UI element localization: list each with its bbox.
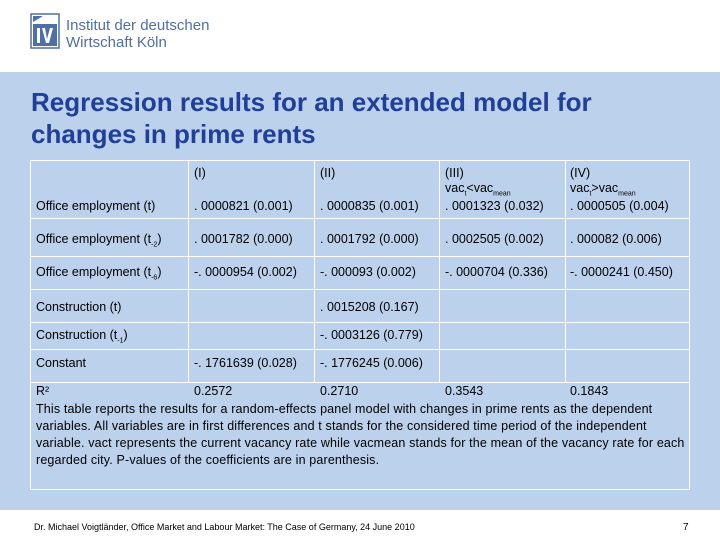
row-label-construction-t-1: Construction $(t_{-1})$ <box>36 328 128 345</box>
column-header-iv <box>570 166 636 202</box>
table-cell: -. 0003126 (0.779) <box>320 328 423 342</box>
table-col-divider <box>188 161 189 382</box>
column-header-iv-condition: vac$_t$>vac$_{mean}$ <box>570 181 636 198</box>
table-cell: 0.1843 <box>570 384 609 398</box>
footer-text: Dr. Michael Voigtländer, Office Market and Labour Market: The Case of Germany, 24 June 2010 <box>34 522 415 532</box>
table-col-divider <box>565 161 566 382</box>
table-col-divider <box>439 161 440 382</box>
column-header-iii <box>445 166 511 202</box>
table-cell: 0.2572 <box>194 384 233 398</box>
table-note: This table reports the results for a random-effects panel model with changes in prime rents as the dependent variables. All variables are in first differences and t stands for the considered time period of the independent variable. vact represents the current vacancy rate while vacmean stands for the mean of the vacancy rate for each regarded city. P-values of the coefficients are in parenthesis. <box>36 402 685 467</box>
logo-line2: Wirtschaft Köln <box>66 34 167 51</box>
table-divider <box>31 256 689 257</box>
column-header-iv-label: (IV) <box>570 166 591 180</box>
column-header-i: (I) <box>194 166 206 180</box>
table-divider <box>31 322 689 323</box>
table-divider <box>31 289 689 290</box>
page-number: 7 <box>683 522 689 533</box>
row-label-office-employment-t-6: Office employment $(t_{-6})$ <box>36 265 162 282</box>
table-cell: . 0002505 (0.002) <box>445 232 544 246</box>
table-cell: . 0001792 (0.000) <box>320 232 419 246</box>
table-cell: . 0001782 (0.000) <box>194 232 293 246</box>
table-cell: 0.3543 <box>445 384 484 398</box>
row-label-office-employment-t-2: Office employment $(t_{-2})$ <box>36 232 162 249</box>
table-cell: . 0000835 (0.001) <box>320 199 419 213</box>
column-header-ii: (II) <box>320 166 336 180</box>
logo-line1: Institut der deutschen <box>66 17 210 34</box>
table-cell: -. 1776245 (0.006) <box>320 356 423 370</box>
table-cell: -. 0000241 (0.450) <box>570 265 673 279</box>
table-cell: . 0001323 (0.032) <box>445 199 544 213</box>
table-col-divider <box>314 161 315 382</box>
table-cell: -. 0000704 (0.336) <box>445 265 548 279</box>
table-cell: . 000082 (0.006) <box>570 232 662 246</box>
row-label-r-squared: R² <box>36 384 50 398</box>
column-header-iii-condition: vac$_t$<vac$_{mean}$ <box>445 181 511 198</box>
table-cell: . 0000505 (0.004) <box>570 199 669 213</box>
table-cell: 0.2710 <box>320 384 359 398</box>
table-cell: . 0000821 (0.001) <box>194 199 293 213</box>
row-label-constant: Constant <box>36 356 87 370</box>
table-cell: . 0015208 (0.167) <box>320 300 419 314</box>
header-bar <box>0 0 720 72</box>
table-cell: -. 0000954 (0.002) <box>194 265 297 279</box>
table-divider <box>31 382 689 383</box>
table-cell: -. 000093 (0.002) <box>320 265 416 279</box>
logo-text <box>66 17 209 51</box>
column-header-iii-label: (III) <box>445 166 464 180</box>
slide-title: Regression results for an extended model for changes in prime rents <box>31 87 592 149</box>
row-label-office-employment-t: Office employment (t) <box>36 199 156 213</box>
row-label-construction-t: Construction (t) <box>36 300 122 314</box>
table-divider <box>31 349 689 350</box>
table-cell: -. 1761639 (0.028) <box>194 356 297 370</box>
iw-logo-icon <box>29 12 61 50</box>
